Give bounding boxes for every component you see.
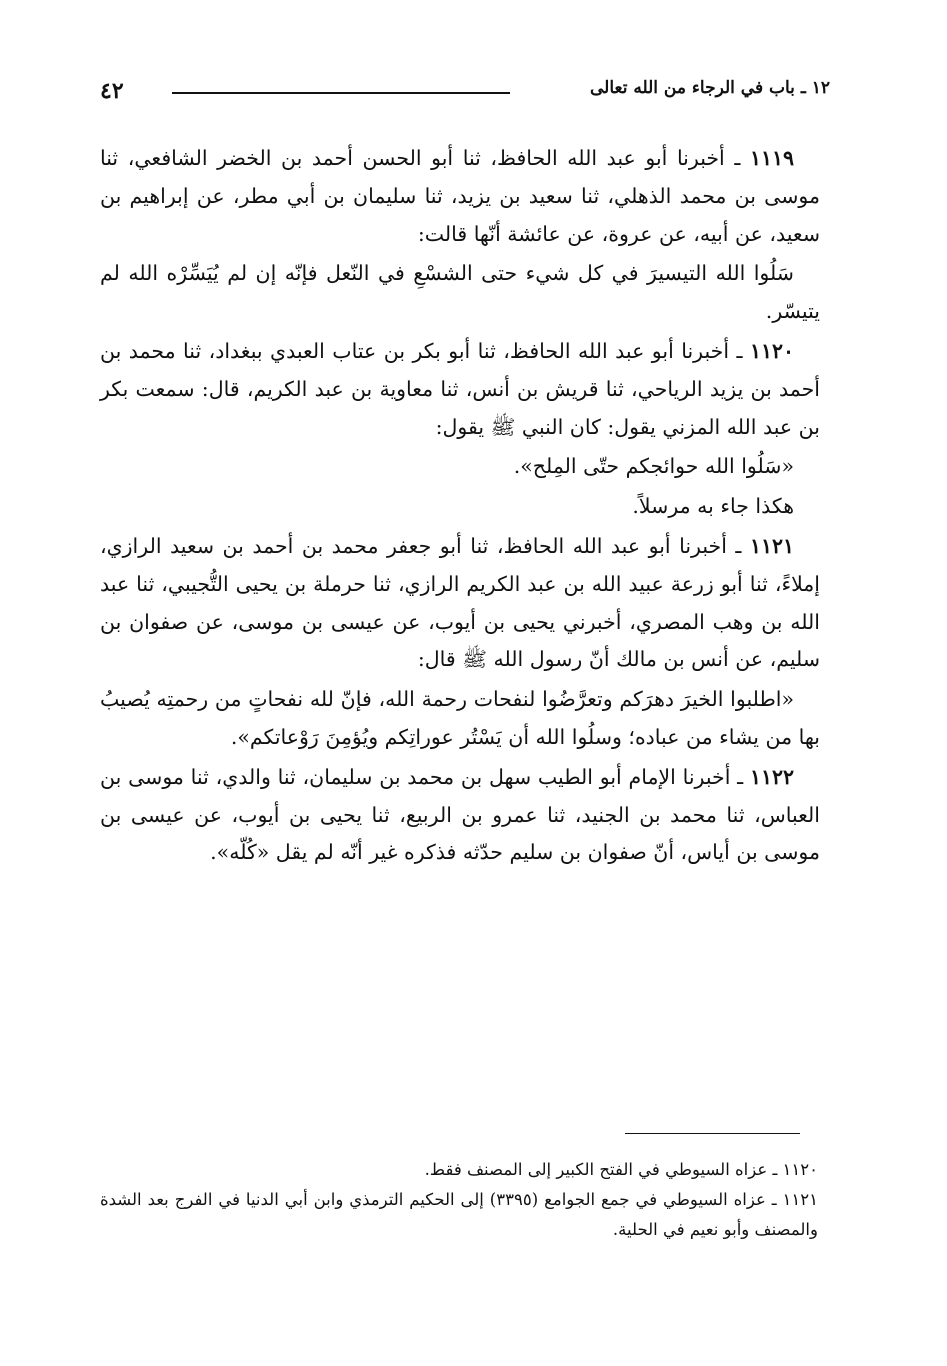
- footnotes: [100, 1155, 818, 1245]
- hadith-number: ١١١٩: [749, 146, 794, 170]
- running-header: [100, 78, 830, 118]
- footnote: ١١٢٠ ـ عزاه السيوطي في الفتح الكبير إلى المصنف فقط.: [424, 1160, 818, 1179]
- hadith-note: هكذا جاء به مرسلاً.: [632, 494, 794, 519]
- hadith-entry: [100, 333, 820, 446]
- hadith-isnad: ـ أخبرنا أبو عبد الله الحافظ، ثنا أبو جعفر محمد بن أحمد بن سعيد الرازي، إملاءً، ثنا أبو زرعة عبيد الله بن عبد الكريم الرازي، ثنا حرملة بن يحيى التُّجيبي، ثنا عبد الله بن وهب المصري، أخبرني يحيى بن أيوب، عن عيسى بن موسى، عن صفوان بن سليم، عن أنس بن مالك أنّ رسول الله ﷺ قال:: [100, 533, 820, 672]
- hadith-matn: سَلُوا الله التيسيرَ في كل شيء حتى الشسْعِ في النّعل فإنّه إن لم يُيَسِّرْه الله لم يتيسّر.: [100, 261, 820, 324]
- hadith-number: ١١٢١: [749, 533, 794, 558]
- footnote-separator: [625, 1133, 800, 1134]
- hadith-matn: «اطلبوا الخيرَ دهرَكم وتعرَّضُوا لنفحات رحمة الله، فإنّ لله نفحاتٍ من رحمتِه يُصيبُ بها من يشاء من عباده؛ وسلُوا الله أن يَسْتُر عوراتِكم ويُؤمِنَ رَوْعاتكم».: [100, 687, 820, 749]
- page-number: ٤٢: [100, 78, 124, 104]
- main-text: [100, 140, 820, 874]
- hadith-matn: «سَلُوا الله حوائجكم حتّى المِلح».: [513, 454, 794, 479]
- hadith-number: ١١٢٠: [749, 338, 794, 363]
- hadith-isnad: ـ أخبرنا أبو عبد الله الحافظ، ثنا أبو بكر بن عتاب العبدي ببغداد، ثنا محمد بن أحمد بن يزيد الرياحي، ثنا قريش بن أنس، ثنا معاوية بن عبد الكريم، قال: سمعت بكر بن عبد الله المزني يقول: كان النبي ﷺ يقول:: [100, 338, 820, 439]
- hadith-entry: [100, 759, 820, 872]
- header-rule: [172, 92, 510, 94]
- chapter-title: ١٢ ـ باب في الرجاء من الله تعالى: [589, 78, 830, 98]
- hadith-isnad: ـ أخبرنا الإمام أبو الطيب سهل بن محمد بن سليمان، ثنا والدي، ثنا موسى بن العباس، ثنا محمد بن الجنيد، ثنا عمرو بن الربيع، ثنا يحيى بن أيوب، عن عيسى بن موسى بن أياس، أنّ صفوان بن سليم حدّثه فذكره غير أنّه لم يقل «كُلّه».: [100, 764, 820, 865]
- footnote: ١١٢١ ـ عزاه السيوطي في جمع الجوامع (٣٣٩٥) إلى الحكيم الترمذي وابن أبي الدنيا في الفرج بعد الشدة والمصنف وأبو نعيم في الحلية.: [100, 1190, 818, 1239]
- hadith-isnad: ـ أخبرنا أبو عبد الله الحافظ، ثنا أبو الحسن أحمد بن الخضر الشافعي، ثنا موسى بن محمد الذهلي، ثنا سعيد بن يزيد، ثنا سليمان بن أبي مطر، عن إبراهيم بن سعيد، عن أبيه، عن عروة، عن عائشة أنّها قالت:: [100, 146, 820, 246]
- hadith-entry: [100, 528, 820, 679]
- hadith-number: ١١٢٢: [749, 764, 794, 789]
- hadith-entry: [100, 140, 820, 253]
